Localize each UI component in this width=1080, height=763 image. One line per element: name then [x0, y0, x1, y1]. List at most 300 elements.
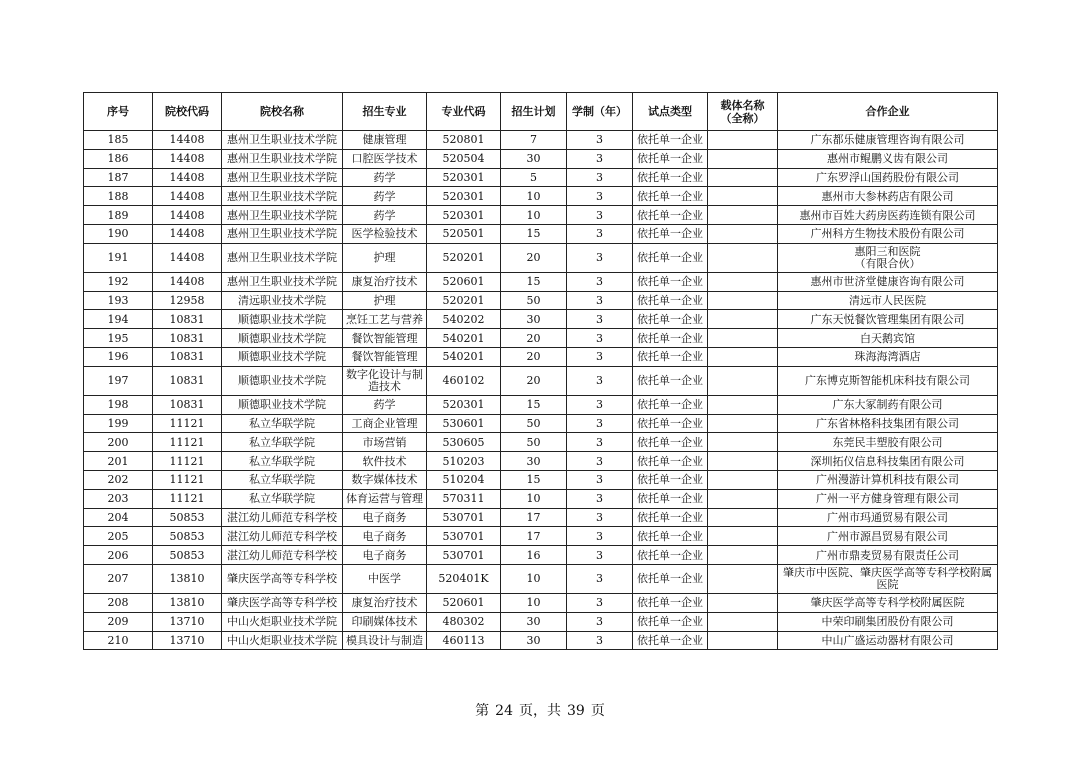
cell-school-code: 50853 [153, 508, 222, 527]
cell-school-code: 14408 [153, 168, 222, 187]
cell-duration: 3 [567, 470, 633, 489]
cell-duration: 3 [567, 366, 633, 395]
cell-plan: 17 [501, 527, 567, 546]
cell-school-code: 13710 [153, 631, 222, 650]
cell-school-code: 14408 [153, 243, 222, 272]
cell-plan: 20 [501, 243, 567, 272]
cell-school-code: 14408 [153, 149, 222, 168]
cell-partner: 肇庆医学高等专科学校附属医院 [778, 593, 998, 612]
data-table [83, 92, 998, 650]
cell-pilot-type: 依托单一企业 [633, 168, 708, 187]
header-duration: 学制（年） [567, 93, 633, 131]
cell-major: 模具设计与制造 [343, 631, 427, 650]
cell-school-name: 顺德职业技术学院 [222, 347, 343, 366]
cell-school-code: 13810 [153, 564, 222, 593]
cell-major: 中医学 [343, 564, 427, 593]
footer-suffix: 页 [590, 703, 605, 719]
cell-plan: 17 [501, 508, 567, 527]
cell-index: 199 [84, 414, 153, 433]
cell-pilot-type: 依托单一企业 [633, 187, 708, 206]
cell-school-code: 14408 [153, 131, 222, 150]
cell-duration: 3 [567, 329, 633, 348]
cell-carrier-name [708, 414, 778, 433]
cell-pilot-type: 依托单一企业 [633, 433, 708, 452]
table-row [84, 291, 998, 310]
cell-pilot-type: 依托单一企业 [633, 546, 708, 565]
cell-major: 电子商务 [343, 527, 427, 546]
table-row [84, 131, 998, 150]
table-row [84, 347, 998, 366]
cell-carrier-name [708, 470, 778, 489]
cell-partner: 惠阳三和医院 （有限合伙） [778, 243, 998, 272]
cell-plan: 10 [501, 489, 567, 508]
cell-plan: 10 [501, 206, 567, 225]
cell-major: 药学 [343, 187, 427, 206]
cell-school-code: 10831 [153, 395, 222, 414]
cell-pilot-type: 依托单一企业 [633, 347, 708, 366]
table-row [84, 593, 998, 612]
cell-duration: 3 [567, 527, 633, 546]
cell-school-name: 惠州卫生职业技术学院 [222, 224, 343, 243]
cell-pilot-type: 依托单一企业 [633, 131, 708, 150]
cell-major-code: 520301 [427, 395, 501, 414]
cell-major: 工商企业管理 [343, 414, 427, 433]
cell-plan: 50 [501, 433, 567, 452]
table-row [84, 224, 998, 243]
cell-major-code: 530701 [427, 527, 501, 546]
table-row [84, 612, 998, 631]
cell-pilot-type: 依托单一企业 [633, 149, 708, 168]
cell-carrier-name [708, 206, 778, 225]
cell-partner: 广州一平方健身管理有限公司 [778, 489, 998, 508]
table-row [84, 395, 998, 414]
cell-major: 护理 [343, 291, 427, 310]
cell-pilot-type: 依托单一企业 [633, 593, 708, 612]
cell-plan: 30 [501, 310, 567, 329]
cell-school-name: 顺德职业技术学院 [222, 329, 343, 348]
cell-carrier-name [708, 631, 778, 650]
cell-school-name: 惠州卫生职业技术学院 [222, 149, 343, 168]
cell-major-code: 530701 [427, 546, 501, 565]
header-pilot-type: 试点类型 [633, 93, 708, 131]
cell-major-code: 570311 [427, 489, 501, 508]
table-row [84, 310, 998, 329]
header-major-code: 专业代码 [427, 93, 501, 131]
cell-school-name: 清远职业技术学院 [222, 291, 343, 310]
cell-major-code: 510204 [427, 470, 501, 489]
cell-duration: 3 [567, 612, 633, 631]
cell-duration: 3 [567, 508, 633, 527]
cell-school-name: 顺德职业技术学院 [222, 395, 343, 414]
cell-carrier-name [708, 347, 778, 366]
cell-plan: 16 [501, 546, 567, 565]
cell-school-name: 惠州卫生职业技术学院 [222, 272, 343, 291]
table-row [84, 366, 998, 395]
cell-index: 193 [84, 291, 153, 310]
cell-partner: 广州漫游计算机科技有限公司 [778, 470, 998, 489]
cell-school-code: 10831 [153, 347, 222, 366]
cell-major: 护理 [343, 243, 427, 272]
cell-major-code: 520504 [427, 149, 501, 168]
table-row [84, 546, 998, 565]
cell-school-name: 中山火炬职业技术学院 [222, 612, 343, 631]
cell-plan: 15 [501, 470, 567, 489]
cell-major: 医学检验技术 [343, 224, 427, 243]
cell-duration: 3 [567, 452, 633, 471]
cell-major-code: 520201 [427, 291, 501, 310]
cell-partner: 广东省林格科技集团有限公司 [778, 414, 998, 433]
table-row [84, 527, 998, 546]
cell-index: 202 [84, 470, 153, 489]
cell-duration: 3 [567, 243, 633, 272]
cell-duration: 3 [567, 631, 633, 650]
cell-major: 软件技术 [343, 452, 427, 471]
cell-partner: 广州市玛通贸易有限公司 [778, 508, 998, 527]
cell-pilot-type: 依托单一企业 [633, 527, 708, 546]
cell-index: 187 [84, 168, 153, 187]
cell-pilot-type: 依托单一企业 [633, 272, 708, 291]
table-row [84, 149, 998, 168]
cell-major: 药学 [343, 395, 427, 414]
cell-duration: 3 [567, 224, 633, 243]
cell-plan: 10 [501, 593, 567, 612]
cell-index: 189 [84, 206, 153, 225]
cell-partner: 深圳拓仪信息科技集团有限公司 [778, 452, 998, 471]
cell-pilot-type: 依托单一企业 [633, 291, 708, 310]
cell-pilot-type: 依托单一企业 [633, 243, 708, 272]
cell-plan: 10 [501, 564, 567, 593]
cell-school-code: 10831 [153, 329, 222, 348]
cell-school-name: 惠州卫生职业技术学院 [222, 243, 343, 272]
cell-major: 康复治疗技术 [343, 593, 427, 612]
cell-pilot-type: 依托单一企业 [633, 612, 708, 631]
cell-school-code: 10831 [153, 366, 222, 395]
cell-school-name: 肇庆医学高等专科学校 [222, 593, 343, 612]
cell-pilot-type: 依托单一企业 [633, 489, 708, 508]
table-row [84, 470, 998, 489]
cell-pilot-type: 依托单一企业 [633, 564, 708, 593]
table-header-row [84, 93, 998, 131]
cell-duration: 3 [567, 310, 633, 329]
table-row [84, 489, 998, 508]
cell-school-code: 14408 [153, 224, 222, 243]
cell-major-code: 460113 [427, 631, 501, 650]
cell-partner: 广东都乐健康管理咨询有限公司 [778, 131, 998, 150]
cell-index: 209 [84, 612, 153, 631]
cell-school-code: 13810 [153, 593, 222, 612]
cell-major-code: 540201 [427, 347, 501, 366]
cell-school-code: 13710 [153, 612, 222, 631]
cell-index: 205 [84, 527, 153, 546]
cell-major-code: 480302 [427, 612, 501, 631]
header-carrier-name: 载体名称 （全称） [708, 93, 778, 131]
cell-major-code: 520501 [427, 224, 501, 243]
cell-plan: 20 [501, 366, 567, 395]
header-major: 招生专业 [343, 93, 427, 131]
cell-school-name: 肇庆医学高等专科学校 [222, 564, 343, 593]
cell-duration: 3 [567, 395, 633, 414]
cell-pilot-type: 依托单一企业 [633, 224, 708, 243]
cell-duration: 3 [567, 272, 633, 291]
cell-major-code: 520301 [427, 187, 501, 206]
cell-plan: 30 [501, 612, 567, 631]
cell-pilot-type: 依托单一企业 [633, 329, 708, 348]
cell-partner: 东莞民丰塑胶有限公司 [778, 433, 998, 452]
cell-school-name: 惠州卫生职业技术学院 [222, 168, 343, 187]
cell-major: 数字媒体技术 [343, 470, 427, 489]
cell-index: 191 [84, 243, 153, 272]
cell-plan: 10 [501, 187, 567, 206]
cell-school-code: 12958 [153, 291, 222, 310]
cell-index: 201 [84, 452, 153, 471]
cell-carrier-name [708, 489, 778, 508]
header-index: 序号 [84, 93, 153, 131]
cell-index: 200 [84, 433, 153, 452]
cell-school-name: 惠州卫生职业技术学院 [222, 131, 343, 150]
cell-school-name: 湛江幼儿师范专科学校 [222, 546, 343, 565]
cell-duration: 3 [567, 347, 633, 366]
cell-carrier-name [708, 433, 778, 452]
cell-major-code: 520301 [427, 168, 501, 187]
cell-major-code: 520301 [427, 206, 501, 225]
cell-major: 健康管理 [343, 131, 427, 150]
cell-school-name: 私立华联学院 [222, 433, 343, 452]
cell-school-code: 11121 [153, 433, 222, 452]
cell-school-name: 中山火炬职业技术学院 [222, 631, 343, 650]
cell-carrier-name [708, 187, 778, 206]
cell-partner: 清远市人民医院 [778, 291, 998, 310]
cell-duration: 3 [567, 149, 633, 168]
cell-index: 195 [84, 329, 153, 348]
cell-carrier-name [708, 366, 778, 395]
cell-duration: 3 [567, 131, 633, 150]
cell-index: 203 [84, 489, 153, 508]
cell-carrier-name [708, 612, 778, 631]
cell-major-code: 460102 [427, 366, 501, 395]
cell-major: 数字化设计与制造技术 [343, 366, 427, 395]
cell-partner: 广东罗浮山国药股份有限公司 [778, 168, 998, 187]
cell-plan: 15 [501, 224, 567, 243]
cell-school-name: 惠州卫生职业技术学院 [222, 206, 343, 225]
cell-school-name: 惠州卫生职业技术学院 [222, 187, 343, 206]
cell-school-code: 14408 [153, 206, 222, 225]
cell-index: 186 [84, 149, 153, 168]
cell-major-code: 520601 [427, 593, 501, 612]
cell-partner: 白天鹅宾馆 [778, 329, 998, 348]
cell-partner: 广东博克斯智能机床科技有限公司 [778, 366, 998, 395]
table-row [84, 187, 998, 206]
cell-partner: 广州科方生物技术股份有限公司 [778, 224, 998, 243]
cell-partner: 广州市鼎麦贸易有限责任公司 [778, 546, 998, 565]
cell-plan: 20 [501, 329, 567, 348]
cell-major: 餐饮智能管理 [343, 329, 427, 348]
table-row [84, 414, 998, 433]
cell-partner: 珠海海湾酒店 [778, 347, 998, 366]
cell-index: 204 [84, 508, 153, 527]
cell-major-code: 530701 [427, 508, 501, 527]
cell-duration: 3 [567, 414, 633, 433]
cell-plan: 50 [501, 414, 567, 433]
cell-carrier-name [708, 131, 778, 150]
cell-partner: 惠州市百姓大药房医药连锁有限公司 [778, 206, 998, 225]
cell-partner: 广东天悦餐饮管理集团有限公司 [778, 310, 998, 329]
footer-prefix: 第 [475, 703, 490, 719]
cell-school-name: 私立华联学院 [222, 489, 343, 508]
cell-school-name: 湛江幼儿师范专科学校 [222, 527, 343, 546]
cell-index: 197 [84, 366, 153, 395]
cell-plan: 50 [501, 291, 567, 310]
cell-duration: 3 [567, 168, 633, 187]
cell-school-name: 私立华联学院 [222, 470, 343, 489]
cell-partner: 广东大冢制药有限公司 [778, 395, 998, 414]
cell-major: 印刷媒体技术 [343, 612, 427, 631]
cell-plan: 5 [501, 168, 567, 187]
cell-index: 185 [84, 131, 153, 150]
cell-major: 药学 [343, 168, 427, 187]
cell-school-name: 湛江幼儿师范专科学校 [222, 508, 343, 527]
cell-duration: 3 [567, 433, 633, 452]
cell-plan: 7 [501, 131, 567, 150]
cell-pilot-type: 依托单一企业 [633, 310, 708, 329]
cell-plan: 20 [501, 347, 567, 366]
cell-pilot-type: 依托单一企业 [633, 470, 708, 489]
cell-carrier-name [708, 272, 778, 291]
cell-carrier-name [708, 291, 778, 310]
cell-major-code: 510203 [427, 452, 501, 471]
cell-major: 口腔医学技术 [343, 149, 427, 168]
cell-duration: 3 [567, 291, 633, 310]
cell-major-code: 520601 [427, 272, 501, 291]
cell-carrier-name [708, 149, 778, 168]
cell-plan: 15 [501, 395, 567, 414]
cell-partner: 广州市源昌贸易有限公司 [778, 527, 998, 546]
cell-school-code: 11121 [153, 489, 222, 508]
cell-plan: 30 [501, 149, 567, 168]
header-plan: 招生计划 [501, 93, 567, 131]
cell-major: 餐饮智能管理 [343, 347, 427, 366]
cell-index: 188 [84, 187, 153, 206]
total-pages: 39 [567, 703, 585, 719]
cell-school-name: 私立华联学院 [222, 452, 343, 471]
table-row [84, 243, 998, 272]
cell-index: 194 [84, 310, 153, 329]
cell-plan: 30 [501, 631, 567, 650]
cell-duration: 3 [567, 206, 633, 225]
cell-school-name: 顺德职业技术学院 [222, 310, 343, 329]
cell-pilot-type: 依托单一企业 [633, 395, 708, 414]
cell-carrier-name [708, 508, 778, 527]
cell-index: 190 [84, 224, 153, 243]
table-row [84, 564, 998, 593]
table-row [84, 631, 998, 650]
cell-carrier-name [708, 527, 778, 546]
cell-carrier-name [708, 224, 778, 243]
cell-carrier-name [708, 546, 778, 565]
cell-school-code: 50853 [153, 527, 222, 546]
cell-duration: 3 [567, 489, 633, 508]
cell-school-name: 顺德职业技术学院 [222, 366, 343, 395]
cell-duration: 3 [567, 546, 633, 565]
cell-partner: 中荣印刷集团股份有限公司 [778, 612, 998, 631]
cell-carrier-name [708, 452, 778, 471]
cell-plan: 30 [501, 452, 567, 471]
table-row [84, 329, 998, 348]
cell-duration: 3 [567, 593, 633, 612]
header-partner: 合作企业 [778, 93, 998, 131]
cell-pilot-type: 依托单一企业 [633, 508, 708, 527]
header-school-code: 院校代码 [153, 93, 222, 131]
cell-partner: 中山广盛运动器材有限公司 [778, 631, 998, 650]
cell-pilot-type: 依托单一企业 [633, 366, 708, 395]
cell-school-code: 14408 [153, 272, 222, 291]
cell-pilot-type: 依托单一企业 [633, 452, 708, 471]
cell-carrier-name [708, 168, 778, 187]
cell-carrier-name [708, 243, 778, 272]
cell-major: 电子商务 [343, 508, 427, 527]
table-row [84, 508, 998, 527]
cell-major-code: 530605 [427, 433, 501, 452]
cell-school-code: 11121 [153, 470, 222, 489]
cell-major: 体育运营与管理 [343, 489, 427, 508]
table-row [84, 452, 998, 471]
cell-carrier-name [708, 564, 778, 593]
cell-major: 药学 [343, 206, 427, 225]
cell-school-code: 14408 [153, 187, 222, 206]
cell-pilot-type: 依托单一企业 [633, 206, 708, 225]
cell-index: 206 [84, 546, 153, 565]
footer-middle: 页，共 [519, 703, 561, 719]
cell-major: 电子商务 [343, 546, 427, 565]
cell-duration: 3 [567, 564, 633, 593]
cell-index: 210 [84, 631, 153, 650]
cell-index: 198 [84, 395, 153, 414]
cell-school-name: 私立华联学院 [222, 414, 343, 433]
cell-major: 烹饪工艺与营养 [343, 310, 427, 329]
table-body [84, 131, 998, 650]
cell-school-code: 11121 [153, 414, 222, 433]
page-footer [0, 700, 1080, 720]
cell-partner: 惠州市大参林药店有限公司 [778, 187, 998, 206]
cell-index: 207 [84, 564, 153, 593]
cell-index: 196 [84, 347, 153, 366]
cell-plan: 15 [501, 272, 567, 291]
cell-pilot-type: 依托单一企业 [633, 631, 708, 650]
cell-major-code: 540201 [427, 329, 501, 348]
cell-index: 208 [84, 593, 153, 612]
cell-partner: 惠州市世济堂健康咨询有限公司 [778, 272, 998, 291]
cell-school-code: 11121 [153, 452, 222, 471]
cell-carrier-name [708, 310, 778, 329]
cell-partner: 惠州市鲲鹏义齿有限公司 [778, 149, 998, 168]
table-row [84, 272, 998, 291]
table-row [84, 433, 998, 452]
cell-index: 192 [84, 272, 153, 291]
table-row [84, 206, 998, 225]
cell-major-code: 520801 [427, 131, 501, 150]
table-row [84, 168, 998, 187]
cell-school-code: 50853 [153, 546, 222, 565]
page-number: 24 [495, 703, 513, 719]
cell-partner: 肇庆市中医院、肇庆医学高等专科学校附属医院 [778, 564, 998, 593]
cell-carrier-name [708, 395, 778, 414]
cell-school-code: 10831 [153, 310, 222, 329]
cell-carrier-name [708, 593, 778, 612]
cell-major-code: 520201 [427, 243, 501, 272]
header-school-name: 院校名称 [222, 93, 343, 131]
cell-major-code: 530601 [427, 414, 501, 433]
cell-major-code: 540202 [427, 310, 501, 329]
cell-duration: 3 [567, 187, 633, 206]
